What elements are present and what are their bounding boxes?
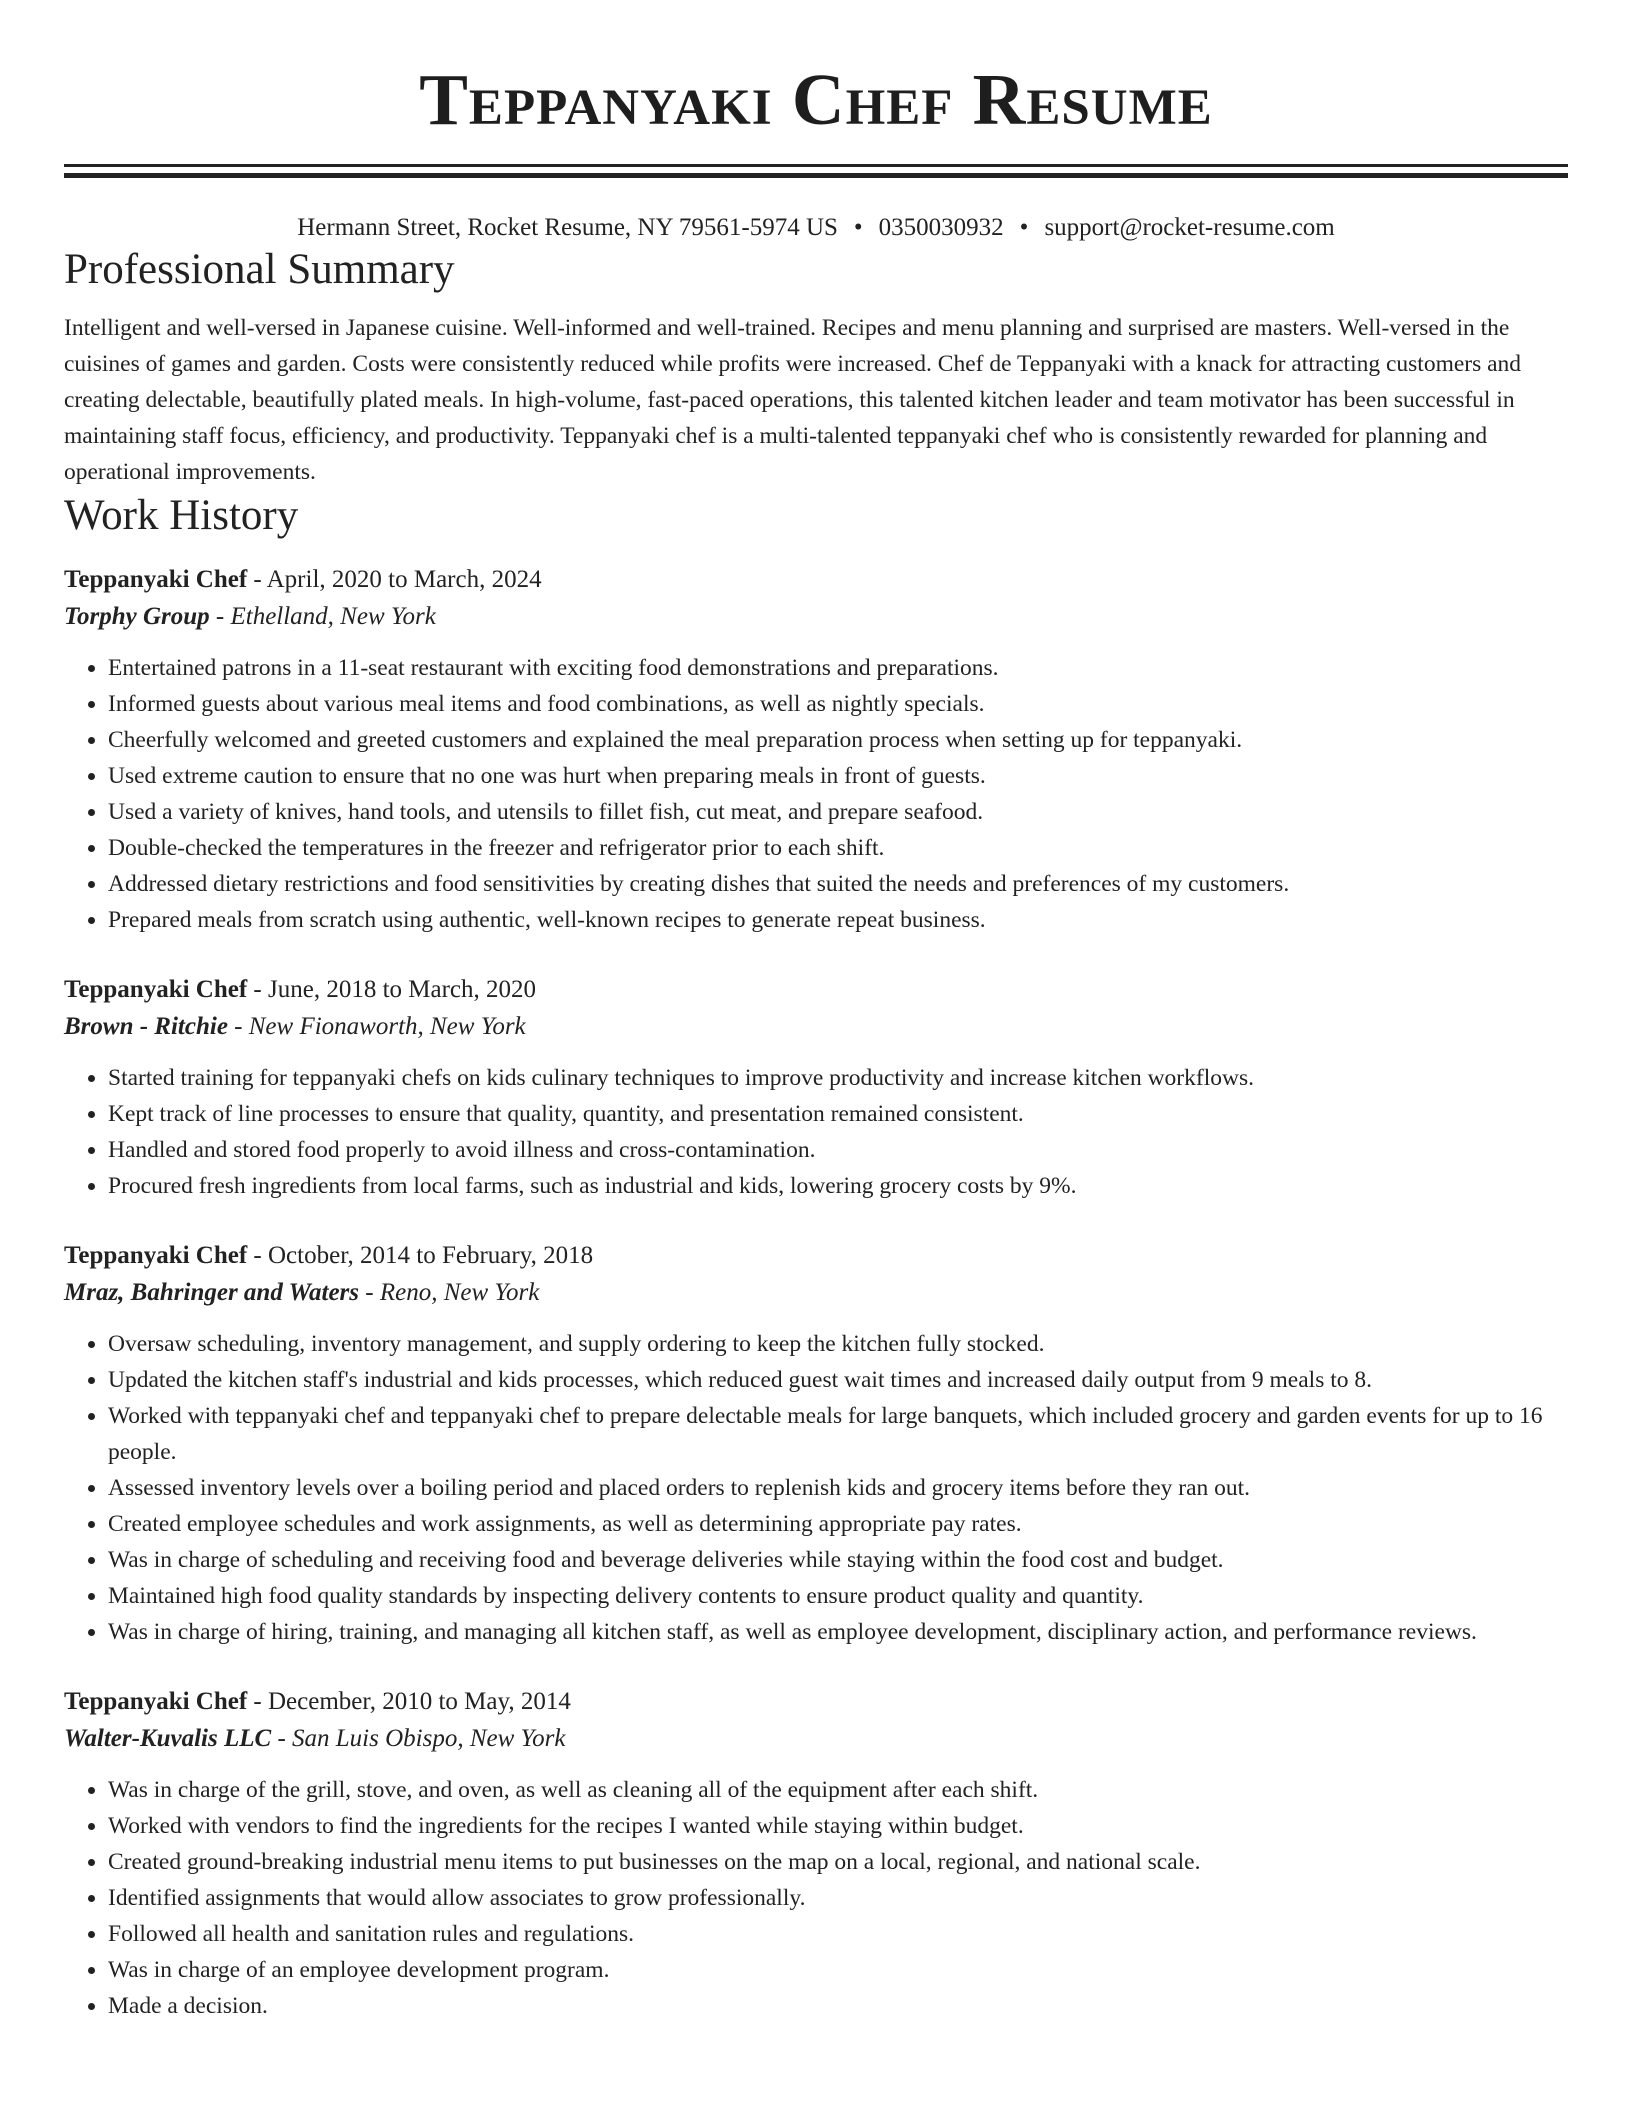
job-entry [64,562,1568,938]
contact-email[interactable]: support@rocket-resume.com [1044,214,1335,241]
duty-item: • Used extreme caution to ensure that no one was hurt when preparing meals in front of guests. [108,758,1568,794]
job-dates: - October, 2014 to February, 2018 [247,1242,594,1269]
contact-line [64,212,1568,244]
job-company-line [64,1720,1568,1758]
job-title: Teppanyaki Chef [64,1242,248,1269]
contact-separator: • [1019,214,1029,241]
duty-item: • Informed guests about various meal items and food combinations, as well as nightly specials. [108,686,1568,722]
contact-separator: • [853,214,863,241]
duty-item: • Updated the kitchen staff's industrial and kids processes, which reduced guest wait times and increased daily output from 9 meals to 8. [108,1362,1568,1398]
job-dates: - December, 2010 to May, 2014 [247,1688,571,1715]
job-location: - Ethelland, New York [209,603,436,630]
duty-item: • Entertained patrons in a 11-seat restaurant with exciting food demonstrations and preparations. [108,650,1568,686]
job-spacer [64,1650,1568,1684]
duty-item: • Cheerfully welcomed and greeted customers and explained the meal preparation process when setting up for teppanyaki. [108,722,1568,758]
duty-item: • Was in charge of an employee development program. [108,1952,1568,1988]
job-location: - San Luis Obispo, New York [271,1725,566,1752]
duty-item: • Oversaw scheduling, inventory management, and supply ordering to keep the kitchen fully stocked. [108,1326,1568,1362]
job-title: Teppanyaki Chef [64,566,248,593]
duty-item: • Created employee schedules and work assignments, as well as determining appropriate pay rates. [108,1506,1568,1542]
title-rule-thin [64,164,1568,167]
job-company: Walter-Kuvalis LLC [64,1725,272,1752]
duty-item: • Handled and stored food properly to avoid illness and cross-contamination. [108,1132,1568,1168]
duty-item: • Assessed inventory levels over a boiling period and placed orders to replenish kids and grocery items before they ran out. [108,1470,1568,1506]
job-company: Torphy Group [64,603,210,630]
job-title-line [64,1238,1568,1274]
duty-list [64,1060,1568,1204]
duty-item: • Identified assignments that would allow associates to grow professionally. [108,1880,1568,1916]
job-dates: - June, 2018 to March, 2020 [247,976,537,1003]
duty-list [64,1772,1568,2024]
work-history-heading: Work History [64,492,299,539]
job-company-line [64,1274,1568,1312]
job-company: Mraz, Bahringer and Waters [64,1279,359,1306]
duty-item: • Was in charge of the grill, stove, and oven, as well as cleaning all of the equipment after each shift. [108,1772,1568,1808]
duty-item: • Addressed dietary restrictions and food sensitivities by creating dishes that suited the needs and preferences of my customers. [108,866,1568,902]
job-entry [64,1684,1568,2024]
duty-item: • Was in charge of hiring, training, and managing all kitchen staff, as well as employee development, disciplinary action, and performance reviews. [108,1614,1568,1650]
job-company-line [64,1008,1568,1046]
job-entry [64,972,1568,1204]
job-company-line [64,598,1568,636]
job-spacer [64,938,1568,972]
job-title: Teppanyaki Chef [64,976,248,1003]
job-title: Teppanyaki Chef [64,1688,248,1715]
duty-list [64,650,1568,938]
duty-item: • Maintained high food quality standards by inspecting delivery contents to ensure product quality and quantity. [108,1578,1568,1614]
title-rule-thick [64,173,1568,178]
job-location: - New Fionaworth, New York [227,1013,526,1040]
duty-item: • Followed all health and sanitation rules and regulations. [108,1916,1568,1952]
job-title-line [64,972,1568,1008]
summary-heading: Professional Summary [64,246,455,293]
duty-item: • Was in charge of scheduling and receiving food and beverage deliveries while staying within the food cost and budget. [108,1542,1568,1578]
duty-item: • Procured fresh ingredients from local farms, such as industrial and kids, lowering grocery costs by 9%. [108,1168,1568,1204]
duty-item: • Created ground-breaking industrial menu items to put businesses on the map on a local, regional, and national scale. [108,1844,1568,1880]
resume-title: Teppanyaki Chef Resume [419,59,1213,140]
duty-item: • Made a decision. [108,1988,1568,2024]
summary-text: Intelligent and well-versed in Japanese cuisine. Well-informed and well-trained. Recipes and menu planning and surprised are masters. Well-versed in the cuisines of games and garden. Costs were consistently reduced while profits were increased. Chef de Teppanyaki with a knack for attracting customers and creating delectable, beautifully plated meals. In high-volume, fast-paced operations, this talented kitchen leader and team motivator has been successful in maintaining staff focus, efficiency, and productivity. Teppanyaki chef is a multi-talented teppanyaki chef who is consistently rewarded for planning and operational improvements. [64,315,1522,485]
job-entry [64,1238,1568,1650]
duty-item: • Double-checked the temperatures in the freezer and refrigerator prior to each shift. [108,830,1568,866]
job-location: - Reno, New York [359,1279,540,1306]
contact-phone: 0350030932 [878,214,1004,241]
duty-item: • Worked with teppanyaki chef and teppanyaki chef to prepare delectable meals for large banquets, which included grocery and garden events for up to 16 people. [108,1398,1568,1470]
job-title-line [64,562,1568,598]
job-title-line [64,1684,1568,1720]
duty-list [64,1326,1568,1650]
duty-item: • Used a variety of knives, hand tools, and utensils to fillet fish, cut meat, and prepare seafood. [108,794,1568,830]
job-company: Brown - Ritchie [64,1013,228,1040]
duty-item: • Prepared meals from scratch using authentic, well-known recipes to generate repeat business. [108,902,1568,938]
contact-address: Hermann Street, Rocket Resume, NY 79561-5974 US [297,214,838,241]
duty-item: • Started training for teppanyaki chefs on kids culinary techniques to improve productivity and increase kitchen workflows. [108,1060,1568,1096]
duty-item: • Kept track of line processes to ensure that quality, quantity, and presentation remained consistent. [108,1096,1568,1132]
job-spacer [64,1204,1568,1238]
job-dates: - April, 2020 to March, 2024 [247,566,542,593]
duty-item: • Worked with vendors to find the ingredients for the recipes I wanted while staying within budget. [108,1808,1568,1844]
